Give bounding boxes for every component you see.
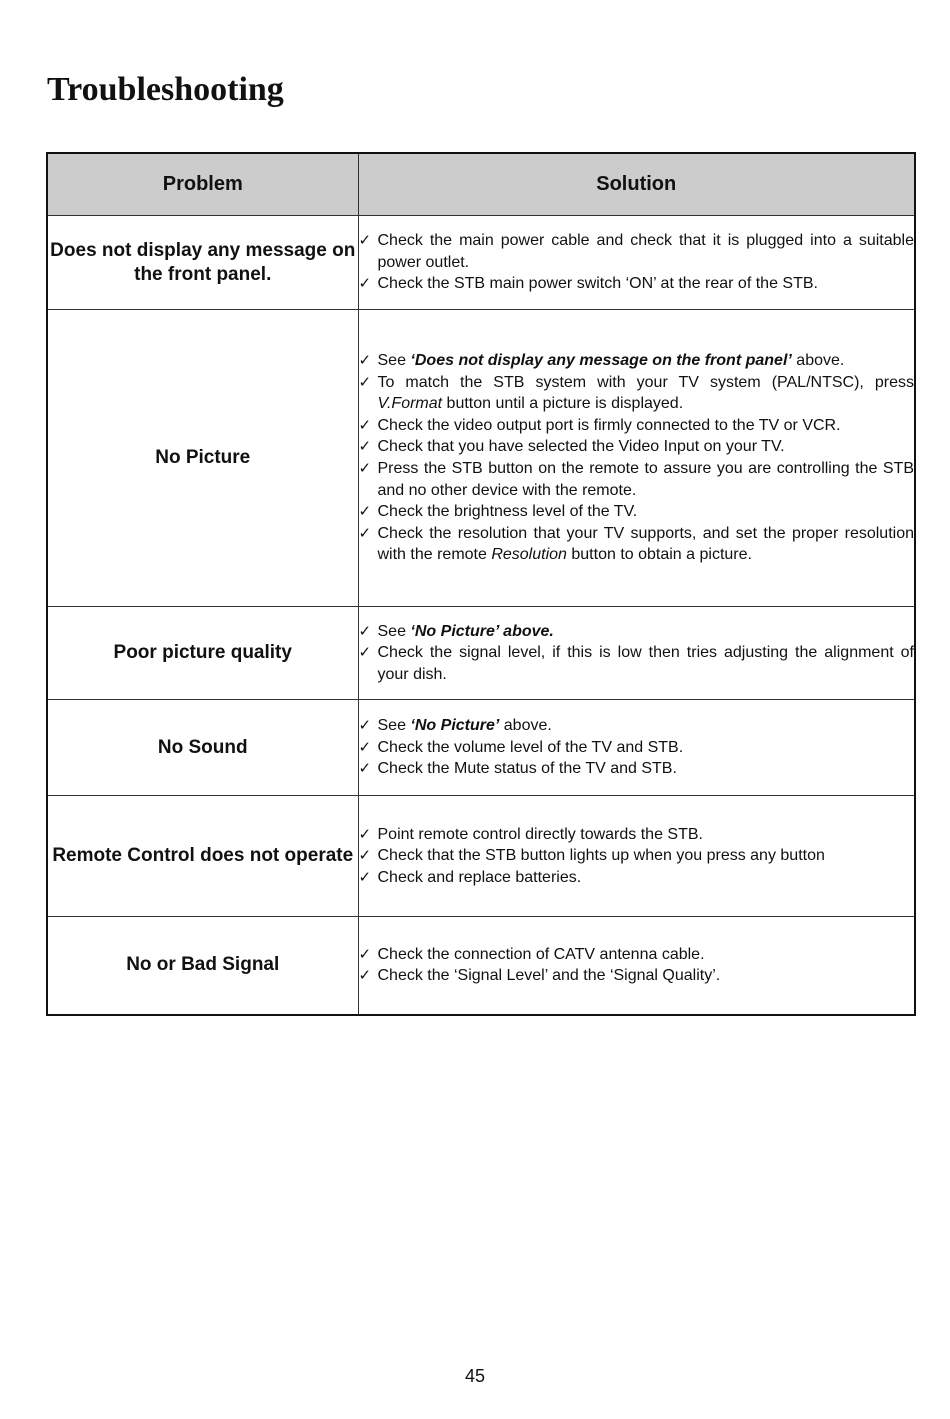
emphasized-text: ‘Does not display any message on the front panel’ bbox=[410, 352, 792, 370]
solution-cell bbox=[358, 310, 915, 607]
solution-item bbox=[359, 621, 915, 643]
solution-item bbox=[359, 824, 915, 846]
checkmark-icon: ✓ bbox=[358, 945, 372, 963]
solution-item bbox=[359, 944, 915, 966]
solution-cell bbox=[358, 796, 915, 917]
solution-item bbox=[359, 715, 915, 737]
solution-item bbox=[359, 230, 915, 273]
checkmark-icon: ✓ bbox=[358, 847, 372, 865]
solution-text: above. bbox=[499, 717, 552, 735]
solution-column-header: Solution bbox=[358, 153, 915, 216]
solution-list bbox=[359, 350, 915, 566]
emphasized-text: ‘No Picture’ above. bbox=[410, 622, 554, 640]
solution-text: Check the connection of CATV antenna cable. bbox=[377, 945, 705, 963]
checkmark-icon: ✓ bbox=[358, 644, 372, 662]
troubleshooting-table bbox=[46, 152, 916, 1016]
solution-text: button to obtain a picture. bbox=[566, 546, 752, 564]
checkmark-icon: ✓ bbox=[358, 373, 372, 391]
solution-text: To match the STB system with your TV system (PAL/NTSC), press bbox=[377, 373, 914, 391]
solution-list bbox=[359, 824, 915, 889]
solution-text: Check the signal level, if this is low then tries adjusting the alignment of your dish. bbox=[377, 644, 914, 683]
solution-list bbox=[359, 621, 915, 686]
checkmark-icon: ✓ bbox=[358, 275, 372, 293]
page-title: Troubleshooting bbox=[47, 71, 284, 108]
table-row bbox=[47, 917, 915, 1015]
solution-list bbox=[359, 715, 915, 780]
solution-text: Check the resolution that your TV supports, and set the proper resolution with the remote bbox=[377, 524, 914, 564]
checkmark-icon: ✓ bbox=[358, 460, 372, 477]
table-row bbox=[47, 607, 915, 700]
solution-item bbox=[359, 758, 915, 780]
solution-item bbox=[359, 867, 915, 889]
solution-item bbox=[359, 501, 915, 523]
solution-text: Check the Mute status of the TV and STB. bbox=[377, 760, 677, 778]
checkmark-icon: ✓ bbox=[358, 416, 372, 434]
table-row bbox=[47, 796, 915, 917]
checkmark-icon: ✓ bbox=[358, 825, 372, 843]
solution-text: Point remote control directly towards the STB. bbox=[377, 825, 703, 843]
solution-item bbox=[359, 273, 915, 295]
solution-text: Check that you have selected the Video Input on your TV. bbox=[377, 438, 785, 456]
checkmark-icon: ✓ bbox=[358, 868, 372, 886]
checkmark-icon: ✓ bbox=[358, 524, 372, 542]
checkmark-icon: ✓ bbox=[358, 717, 372, 735]
solution-item bbox=[359, 965, 915, 987]
solution-text: Check the volume level of the TV and STB. bbox=[377, 738, 684, 756]
solution-item bbox=[359, 350, 915, 372]
checkmark-icon: ✓ bbox=[358, 232, 372, 250]
solution-text: Check the brightness level of the TV. bbox=[377, 503, 638, 521]
solution-cell bbox=[358, 700, 915, 796]
solution-list bbox=[359, 230, 915, 295]
solution-item bbox=[359, 737, 915, 759]
solution-item bbox=[359, 458, 915, 501]
solution-text: Check and replace batteries. bbox=[377, 868, 582, 886]
page-number: 45 bbox=[464, 1366, 486, 1386]
checkmark-icon: ✓ bbox=[358, 738, 372, 756]
solution-item bbox=[359, 845, 915, 867]
problem-column-header: Problem bbox=[47, 153, 358, 216]
solution-item bbox=[359, 642, 915, 685]
solution-text: Check the ‘Signal Level’ and the ‘Signal Quality’. bbox=[377, 967, 721, 985]
emphasized-text: ‘No Picture’ bbox=[410, 717, 500, 735]
problem-cell: No Sound bbox=[47, 700, 358, 796]
solution-text: See bbox=[377, 717, 411, 735]
solution-list bbox=[359, 944, 915, 987]
problem-cell: No Picture bbox=[47, 310, 358, 607]
problem-cell: No or Bad Signal bbox=[47, 917, 358, 1015]
problem-cell: Does not display any message on the front panel. bbox=[47, 216, 358, 310]
solution-item bbox=[359, 436, 915, 458]
checkmark-icon: ✓ bbox=[358, 622, 372, 640]
emphasized-text: V.Format bbox=[377, 395, 443, 413]
solution-item bbox=[359, 372, 915, 415]
solution-text: above. bbox=[791, 352, 845, 370]
solution-text: button until a picture is displayed. bbox=[442, 395, 684, 413]
solution-item bbox=[359, 523, 915, 566]
solution-text: Check that the STB button lights up when you press any button bbox=[377, 847, 825, 865]
solution-text: Check the STB main power switch ‘ON’ at the rear of the STB. bbox=[377, 275, 818, 293]
table-header-row bbox=[47, 153, 915, 216]
solution-cell bbox=[358, 917, 915, 1015]
problem-cell: Remote Control does not operate bbox=[47, 796, 358, 917]
solution-text: Check the video output port is firmly connected to the TV or VCR. bbox=[377, 416, 841, 434]
table-row bbox=[47, 310, 915, 607]
solution-item bbox=[359, 415, 915, 437]
checkmark-icon: ✓ bbox=[358, 352, 372, 370]
checkmark-icon: ✓ bbox=[358, 503, 372, 521]
checkmark-icon: ✓ bbox=[358, 760, 372, 778]
checkmark-icon: ✓ bbox=[358, 967, 372, 985]
problem-cell: Poor picture quality bbox=[47, 607, 358, 700]
table-row bbox=[47, 700, 915, 796]
emphasized-text: Resolution bbox=[491, 546, 567, 564]
solution-cell bbox=[358, 607, 915, 700]
solution-text: See bbox=[377, 622, 411, 640]
solution-cell bbox=[358, 216, 915, 310]
table-row bbox=[47, 216, 915, 310]
solution-text: Check the main power cable and check that it is plugged into a suitable power outlet. bbox=[377, 232, 914, 271]
solution-text: Press the STB button on the remote to assure you are controlling the STB and no other device with the remote. bbox=[377, 460, 914, 499]
solution-text: See bbox=[377, 352, 411, 370]
checkmark-icon: ✓ bbox=[358, 438, 372, 456]
